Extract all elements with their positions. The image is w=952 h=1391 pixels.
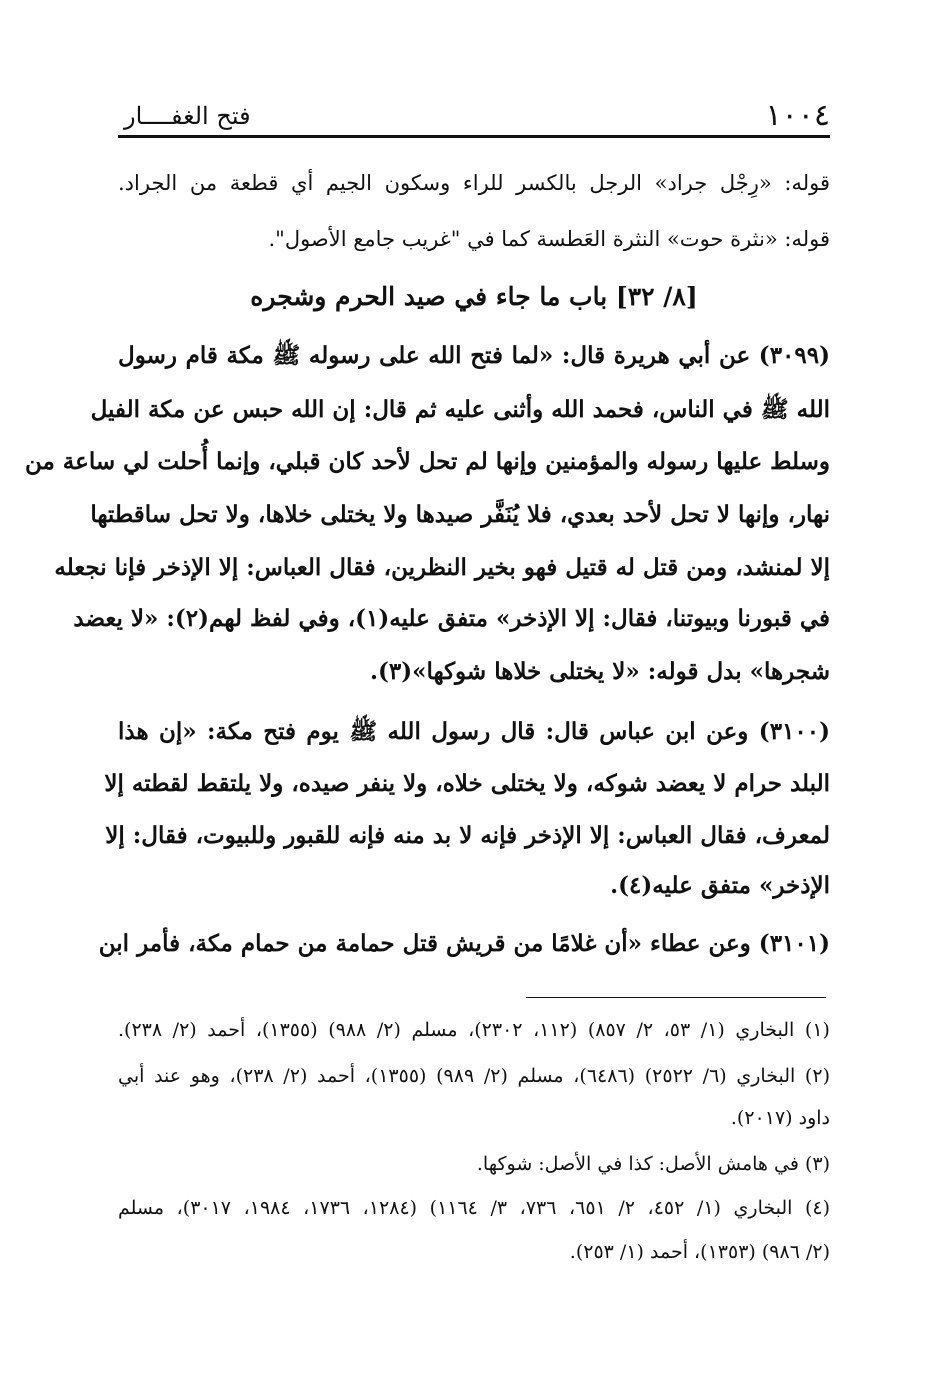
hadith-3100-line: البلد حرام لا يعضد شوكه، ولا يختلى خلاه، ولا ينفر صيده، ولا يلتقط لقطته إلا (104, 770, 830, 797)
page-header (118, 90, 830, 138)
chapter-heading: [٨/ ٣٢] باب ما جاء في صيد الحرم وشجره (250, 282, 698, 311)
footnote-line: (٢/ ٩٨٦) (١٣٥٣)، أحمد (١/ ٢٥٣). (569, 1241, 830, 1263)
footnote-line: (١) البخاري (١/ ٥٣، ٢/ ٨٥٧) (١١٢، ٢٣٠٢)، مسلم (٢/ ٩٨٨) (١٣٥٥)، أحمد (٢/ ٢٣٨). (118, 1019, 830, 1041)
hadith-3100-line: لمعرف، فقال العباس: إلا الإذخر فإنه لا بد منه فإنه للقبور وللبيوت، فقال: إلا (105, 822, 830, 849)
footnote-line: داود (٢٠١٧). (730, 1107, 830, 1129)
hadith-3099-line: شجرها» بدل قوله: «لا يختلى خلاها شوكها»(٣). (369, 658, 830, 685)
page-number: ١٠٠٤ (765, 98, 830, 133)
footnote-line: (٢) البخاري (٦/ ٢٥٢٢) (٦٤٨٦)، مسلم (٢/ ٩٨٩) (١٣٥٥)، أحمد (٢/ ٢٣٨)، وهو عند أبي (118, 1065, 830, 1087)
footnote-line: (٣) في هامش الأصل: كذا في الأصل: شوكها. (476, 1153, 830, 1175)
hadith-3099-line: الله ﷺ في الناس، فحمد الله وأثنى عليه ثم قال: إن الله حبس عن مكة الفيل (90, 396, 830, 423)
hadith-3099-line: (٣٠٩٩) عن أبي هريرة قال: «لما فتح الله على رسوله ﷺ مكة قام رسول (118, 342, 830, 369)
hadith-3099-line: نهار، وإنها لا تحل لأحد بعدي، فلا يُنَفَّر صيدها ولا يختلى خلاها، ولا تحل ساقطتها (90, 501, 830, 528)
note-line: قوله: «رِجْل جراد» الرجل بالكسر للراء وسكون الجيم أي قطعة من الجراد. (118, 171, 830, 195)
footnote-separator (526, 997, 826, 998)
hadith-3100-line: الإذخر» متفق عليه(٤). (610, 872, 830, 899)
note-line: قوله: «نثرة حوت» النثرة العَطسة كما في "غريب جامع الأصول". (268, 227, 830, 251)
hadith-3099-line: وسلط عليها رسوله والمؤمنين وإنها لم تحل لأحد كان قبلي، وإنما أُحلت لي ساعة من (24, 448, 830, 475)
header-rule (118, 135, 830, 138)
hadith-3101-line: (٣١٠١) وعن عطاء «أن غلامًا من قريش قتل حمامة من حمام مكة، فأمر ابن (98, 930, 830, 957)
hadith-3099-line: في قبورنا وبيوتنا، فقال: إلا الإذخر» متفق عليه(١)، وفي لفظ لهم(٢): «لا يعضد (73, 605, 830, 632)
footnote-line: (٤) البخاري (١/ ٤٥٢، ٢/ ٦٥١، ٧٣٦، ٣/ ١١٦٤) (١٢٨٤، ١٧٣٦، ١٩٨٤، ٣٠١٧)، مسلم (118, 1197, 831, 1219)
running-title: فتح الغفــــار (124, 102, 251, 130)
hadith-3100-line: (٣١٠٠) وعن ابن عباس قال: قال رسول الله ﷺ يوم فتح مكة: «إن هذا (118, 718, 830, 745)
hadith-3099-line: إلا لمنشد، ومن قتل له قتيل فهو بخير النظرين، فقال العباس: إلا الإذخر فإنا نجعله (54, 554, 830, 581)
